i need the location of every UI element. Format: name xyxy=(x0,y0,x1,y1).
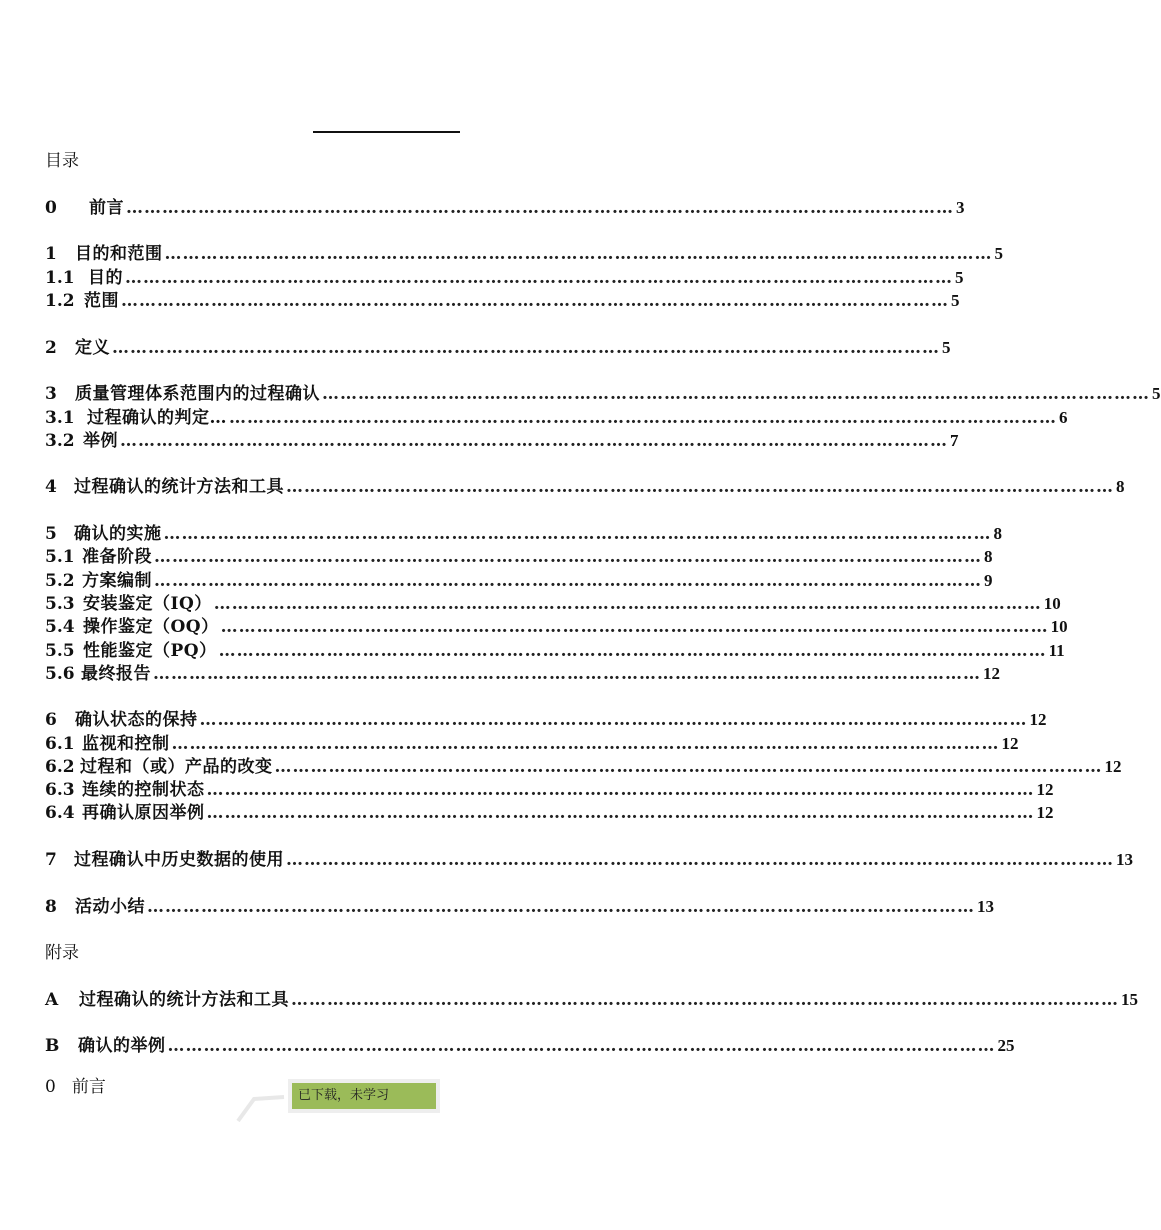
toc-page-number: 13 xyxy=(1116,850,1133,869)
toc-leader: ………………………………………………………………………………………………………………………… xyxy=(171,734,1000,754)
toc-entry[interactable] xyxy=(45,733,1019,755)
toc-entry[interactable] xyxy=(45,663,1000,685)
toc-number: 5.5 xyxy=(45,641,75,661)
toc-number: 6.1 xyxy=(45,734,75,754)
toc-entry[interactable] xyxy=(45,616,1068,638)
toc-number: 4 xyxy=(45,477,57,497)
toc-page-number: 6 xyxy=(1059,408,1068,427)
appendix-letter: A xyxy=(45,990,59,1010)
section-number: 0 xyxy=(45,1077,56,1097)
toc-number: 1 xyxy=(45,244,57,264)
toc-title: 过程确认的统计方法和工具 xyxy=(74,477,284,497)
toc-title: 准备阶段 xyxy=(82,547,152,567)
toc-page-number: 8 xyxy=(993,524,1002,543)
toc-leader: ………………………………………………………………………………………………………………………… xyxy=(164,244,993,264)
appendix-entry[interactable] xyxy=(45,1035,1015,1057)
toc-number: 6.2 xyxy=(45,757,75,777)
toc-title: 最终报告 xyxy=(81,664,151,684)
toc-title: 举例 xyxy=(83,431,118,451)
toc-entry[interactable] xyxy=(45,779,1054,801)
appendix-title: 过程确认的统计方法和工具 xyxy=(79,990,289,1010)
toc-number: 3.2 xyxy=(45,431,75,451)
toc-leader: ………………………………………………………………………………………………………………………… xyxy=(206,780,1035,800)
toc-page-number: 10 xyxy=(1050,617,1068,636)
toc-page-number: 3 xyxy=(956,198,965,217)
toc-title: 操作鉴定（OQ） xyxy=(83,617,219,637)
toc-leader: ………………………………………………………………………………………………………………………… xyxy=(322,384,1150,404)
toc-entry[interactable] xyxy=(45,593,1061,615)
toc-entry[interactable] xyxy=(45,383,1161,405)
toc-title: 过程确认中历史数据的使用 xyxy=(74,850,284,870)
toc-title: 性能鉴定（PQ） xyxy=(83,641,217,661)
appendix-entry[interactable] xyxy=(45,989,1138,1011)
toc-page-number: 13 xyxy=(977,897,994,916)
download-status-badge[interactable] xyxy=(236,1079,446,1125)
toc-leader: ………………………………………………………………………………………………………………………… xyxy=(126,198,954,218)
toc-leader: ………………………………………………………………………………………………………………………… xyxy=(291,990,1119,1010)
toc-number: 5 xyxy=(45,524,57,544)
title-underline xyxy=(313,131,460,133)
toc-title: 确认状态的保持 xyxy=(75,710,198,730)
toc-page-number: 11 xyxy=(1048,641,1065,660)
toc-title: 安装鉴定（IQ） xyxy=(83,594,212,614)
toc-leader: ………………………………………………………………………………………………………………………… xyxy=(120,431,948,451)
toc-leader: ………………………………………………………………………………………………………………………… xyxy=(213,594,1042,614)
toc-entry[interactable] xyxy=(45,523,1002,545)
toc-leader: ………………………………………………………………………………………………………………………… xyxy=(229,408,1057,428)
toc-number: 6.4 xyxy=(45,803,75,823)
toc-title: 再确认原因举例 xyxy=(82,803,205,823)
toc-entry[interactable] xyxy=(45,197,965,219)
toc-leader: ………………………………………………………………………………………………………………………… xyxy=(125,268,953,288)
toc-leader: ………………………………………………………………………………………………………………………… xyxy=(154,547,982,567)
toc-entry[interactable] xyxy=(45,243,1003,265)
toc-leader: ………………………………………………………………………………………………………………………… xyxy=(167,1036,996,1056)
toc-entry[interactable] xyxy=(45,570,993,592)
toc-page-number: 12 xyxy=(1036,780,1054,799)
toc-number: 1.1 xyxy=(45,268,75,288)
toc-entry[interactable] xyxy=(45,640,1065,662)
callout-pointer-icon xyxy=(236,1093,286,1123)
toc-title: 定义 xyxy=(75,338,110,358)
toc-page-number: 5 xyxy=(994,244,1003,263)
toc-page-number: 12 xyxy=(1104,757,1122,776)
toc-page-number: 5 xyxy=(955,268,964,287)
appendix-letter: B xyxy=(45,1036,60,1056)
toc-page-number: 5 xyxy=(942,338,951,357)
toc-number: 3.1 xyxy=(45,408,75,428)
toc-title: 范围 xyxy=(84,291,119,311)
toc-number: 5.6 xyxy=(45,664,75,684)
toc-title: 过程确认的判定… xyxy=(87,408,227,428)
toc-entry[interactable] xyxy=(45,896,994,918)
toc-leader: ………………………………………………………………………………………………………………………… xyxy=(112,338,940,358)
toc-leader: ………………………………………………………………………………………………………………………… xyxy=(163,524,992,544)
toc-entry[interactable] xyxy=(45,430,959,452)
appendix-page-number: 15 xyxy=(1121,990,1138,1009)
toc-title: 目的和范围 xyxy=(75,244,163,264)
toc-number: 0 xyxy=(45,198,57,218)
toc-leader: ………………………………………………………………………………………………………………………… xyxy=(147,897,975,917)
toc-page-number: 8 xyxy=(984,547,993,566)
toc-page-number: 10 xyxy=(1043,594,1061,613)
toc-page-number: 9 xyxy=(984,571,993,590)
toc-leader: ………………………………………………………………………………………………………………………… xyxy=(154,571,982,591)
toc-entry[interactable] xyxy=(45,267,964,289)
toc-entry[interactable] xyxy=(45,546,993,568)
toc-title: 监视和控制 xyxy=(82,734,170,754)
toc-number: 6 xyxy=(45,710,57,730)
appendix-page-number: 25 xyxy=(997,1036,1015,1055)
toc-entry[interactable] xyxy=(45,337,951,359)
toc-title: 前言 xyxy=(89,198,124,218)
toc-number: 5.1 xyxy=(45,547,75,567)
toc-title: 方案编制 xyxy=(82,571,152,591)
toc-page-number: 12 xyxy=(1036,803,1054,822)
toc-entry[interactable] xyxy=(45,290,960,312)
toc-number: 5.2 xyxy=(45,571,75,591)
badge-label: 已下载，未学习 xyxy=(292,1083,436,1109)
appendix-heading: 附录 xyxy=(45,943,79,963)
toc-page-number: 12 xyxy=(983,664,1000,683)
toc-page-number: 8 xyxy=(1116,477,1125,496)
toc-leader: ………………………………………………………………………………………………………………………… xyxy=(121,291,949,311)
badge-frame xyxy=(288,1079,440,1113)
toc-page-number: 7 xyxy=(950,431,959,450)
toc-number: 6.3 xyxy=(45,780,75,800)
toc-leader: ………………………………………………………………………………………………………………………… xyxy=(199,710,1028,730)
toc-page-number: 5 xyxy=(951,291,960,310)
toc-title: 质量管理体系范围内的过程确认 xyxy=(75,384,320,404)
toc-title: 过程和（或）产品的改变 xyxy=(80,757,273,777)
toc-entry[interactable] xyxy=(45,407,1068,429)
toc-leader: ………………………………………………………………………………………………………………………… xyxy=(274,757,1103,777)
toc-number: 5.3 xyxy=(45,594,75,614)
toc-leader: ………………………………………………………………………………………………………………………… xyxy=(286,477,1114,497)
toc-title: 目的 xyxy=(88,268,123,288)
toc-number: 8 xyxy=(45,897,57,917)
toc-title: 活动小结 xyxy=(75,897,145,917)
toc-entry[interactable] xyxy=(45,476,1125,498)
toc-entry[interactable] xyxy=(45,849,1133,871)
toc-leader: ………………………………………………………………………………………………………………………… xyxy=(218,641,1047,661)
toc-number: 3 xyxy=(45,384,57,404)
toc-number: 1.2 xyxy=(45,291,75,311)
toc-number: 2 xyxy=(45,338,57,358)
appendix-title: 确认的举例 xyxy=(78,1036,166,1056)
toc-leader: ………………………………………………………………………………………………………………………… xyxy=(220,617,1049,637)
toc-leader: ………………………………………………………………………………………………………………………… xyxy=(153,664,981,684)
section-title: 前言 xyxy=(71,1077,106,1097)
toc-number: 7 xyxy=(45,850,57,870)
toc-title: 连续的控制状态 xyxy=(82,780,205,800)
toc-title: 确认的实施 xyxy=(74,524,162,544)
toc-page-number: 12 xyxy=(1029,710,1047,729)
section-heading-preface xyxy=(45,1076,106,1098)
toc-entry[interactable] xyxy=(45,756,1122,778)
toc-number: 5.4 xyxy=(45,617,75,637)
toc-page-number: 5 xyxy=(1152,384,1161,403)
toc-leader: ………………………………………………………………………………………………………………………… xyxy=(206,803,1035,823)
toc-entry[interactable] xyxy=(45,802,1054,824)
toc-heading: 目录 xyxy=(45,151,79,171)
toc-leader: ………………………………………………………………………………………………………………………… xyxy=(286,850,1114,870)
toc-entry[interactable] xyxy=(45,709,1047,731)
toc-page-number: 12 xyxy=(1001,734,1019,753)
